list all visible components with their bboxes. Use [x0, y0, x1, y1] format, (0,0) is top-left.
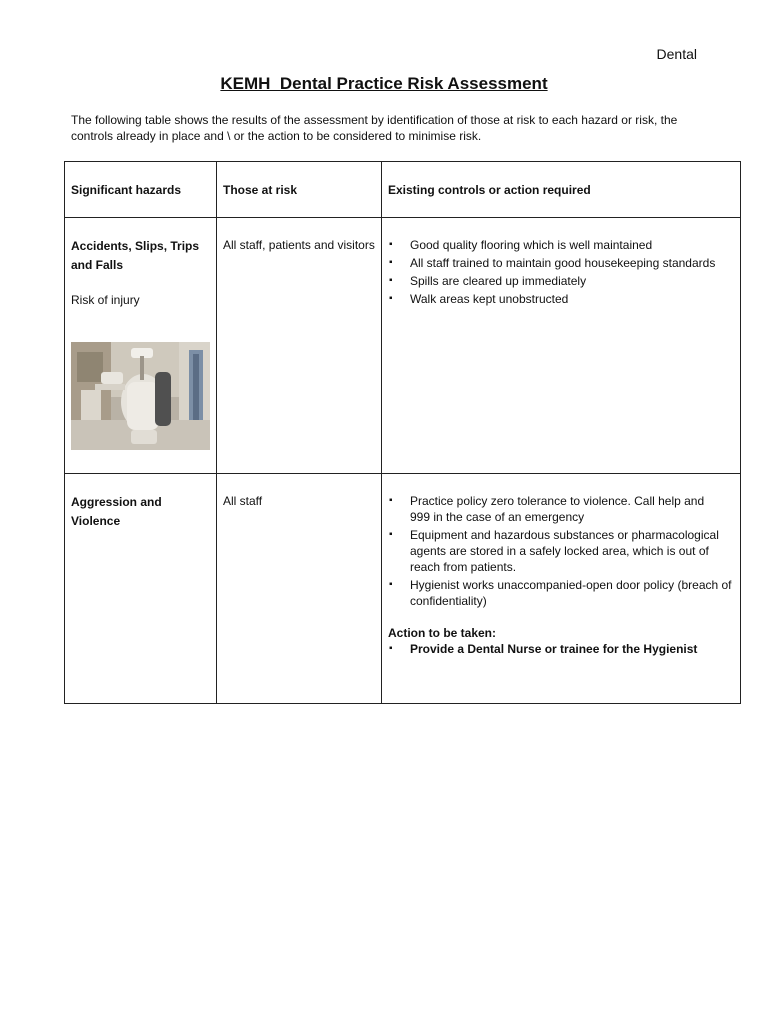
dental-surgery-photo	[71, 342, 210, 450]
controls-continuation: 999 in the case of an emergency	[410, 510, 585, 524]
action-list	[388, 641, 734, 657]
hazard-name: Accidents, Slips, Trips and Falls	[71, 239, 200, 272]
bullet-icon: ▪	[389, 495, 393, 506]
hazard-name: Aggression and Violence	[71, 495, 162, 528]
bullet-icon: ▪	[389, 275, 393, 286]
controls-cell	[382, 218, 741, 474]
list-item: ▪ Hygienist works unaccompanied-open door policy (breach of confidentiality)	[389, 578, 732, 608]
header-dental-label: Dental	[656, 46, 697, 62]
bullet-icon: ▪	[389, 293, 393, 304]
header-those-at-risk: Those at risk	[217, 162, 382, 218]
risk-assessment-table	[64, 161, 741, 704]
at-risk-cell	[217, 218, 382, 474]
bullet-icon: ▪	[389, 643, 393, 654]
list-item: ▪ All staff trained to maintain good housekeeping standards	[389, 256, 716, 270]
list-item: ▪ Good quality flooring which is well maintained	[389, 238, 653, 252]
at-risk-text: All staff	[223, 494, 263, 508]
list-item: ▪ Practice policy zero tolerance to violence. Call help and 999 in the case of an emergency	[389, 494, 705, 524]
table-row	[65, 218, 741, 474]
bullet-icon: ▪	[389, 579, 393, 590]
bullet-icon: ▪	[389, 257, 393, 268]
table-row	[65, 474, 741, 704]
controls-cell	[382, 474, 741, 704]
list-item: ▪ Provide a Dental Nurse or trainee for the Hygienist	[389, 642, 698, 656]
list-item: ▪ Walk areas kept unobstructed	[389, 292, 569, 306]
bullet-icon: ▪	[389, 529, 393, 540]
header-significant-hazards: Significant hazards	[65, 162, 217, 218]
list-item: ▪ Spills are cleared up immediately	[389, 274, 587, 288]
controls-list	[388, 237, 734, 307]
controls-list	[388, 493, 734, 609]
hazard-cell	[65, 474, 217, 704]
at-risk-cell	[217, 474, 382, 704]
action-heading: Action to be taken:	[388, 626, 497, 640]
header-existing-controls: Existing controls or action required	[382, 162, 741, 218]
at-risk-text: All staff, patients and visitors	[223, 238, 375, 252]
intro-paragraph: The following table shows the results of the assessment by identification of those at risk to each hazard or risk, the controls already in place and \ or the action to be considered to minimise risk.	[71, 113, 678, 143]
bullet-icon: ▪	[389, 239, 393, 250]
table-header-row	[65, 162, 741, 218]
hazard-subtext: Risk of injury	[71, 293, 140, 307]
page-title: KEMH Dental Practice Risk Assessment	[220, 74, 548, 93]
hazard-cell	[65, 218, 217, 474]
list-item: ▪ Equipment and hazardous substances or pharmacological agents are stored in a safely locked area, which is out of reach from patients.	[389, 528, 719, 574]
